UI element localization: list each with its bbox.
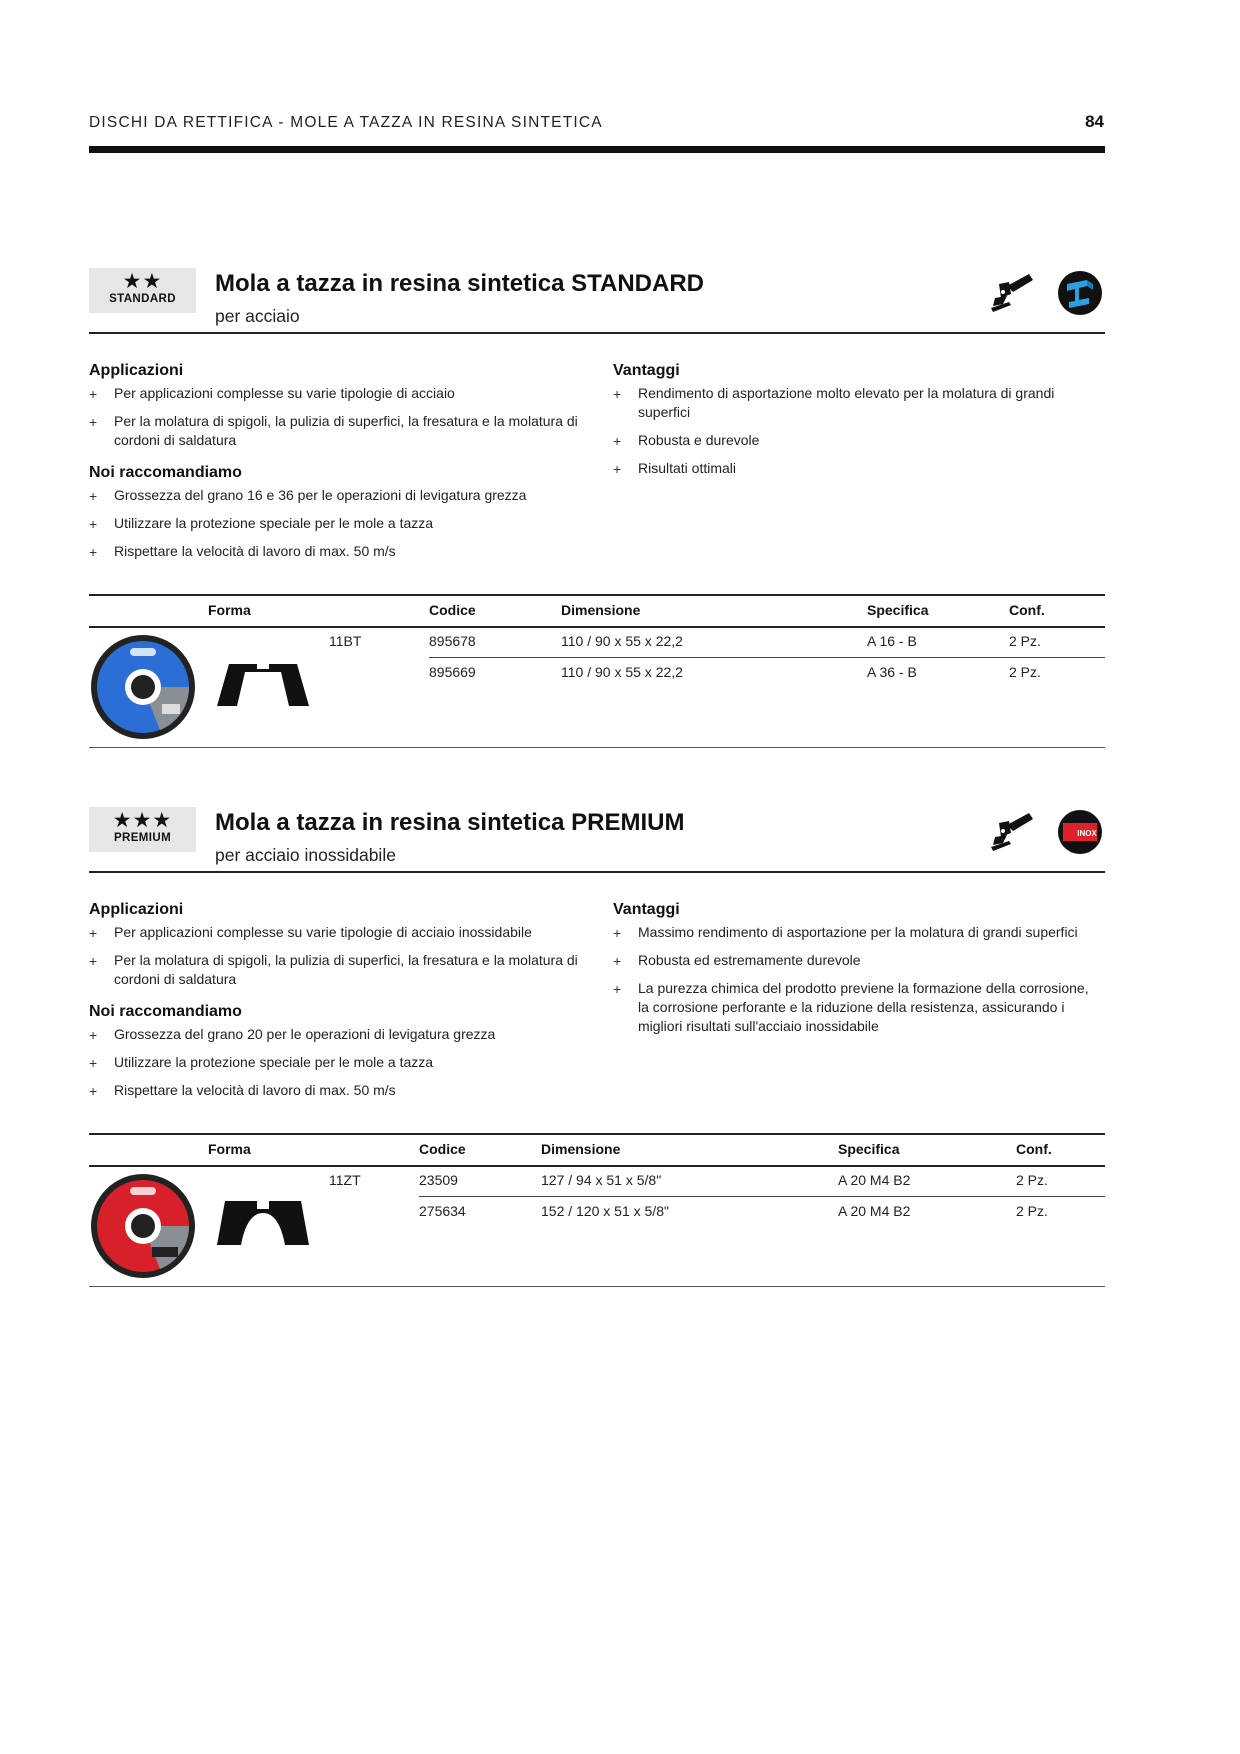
col-header-dimensione: Dimensione	[541, 1141, 621, 1157]
section-title-rule	[89, 332, 1105, 334]
table-row-divider	[419, 1196, 1105, 1197]
col-header-specifica: Specifica	[838, 1141, 900, 1157]
col-header-conf: Conf.	[1009, 602, 1045, 618]
cell-dimensione: 127 / 94 x 51 x 5/8"	[541, 1172, 662, 1188]
product-subtitle: per acciaio	[215, 306, 300, 326]
advantages-heading: Vantaggi	[613, 901, 680, 918]
cell-specifica: A 16 - B	[867, 633, 917, 649]
cell-codice: 895678	[429, 633, 476, 649]
quality-badge	[89, 807, 196, 852]
recommendations-list	[89, 1025, 589, 1109]
list-item: + Per applicazioni complesse su varie tipologie di acciaio inossidabile	[89, 924, 532, 941]
applications-list	[89, 384, 589, 459]
table-header-rule	[89, 626, 1105, 628]
list-item: + Per applicazioni complesse su varie tipologie di acciaio	[89, 385, 455, 402]
col-header-conf: Conf.	[1016, 1141, 1052, 1157]
col-header-codice: Codice	[419, 1141, 466, 1157]
col-header-specifica: Specifica	[867, 602, 929, 618]
col-header-codice: Codice	[429, 602, 476, 618]
badge-label: STANDARD	[109, 293, 176, 305]
product-title: Mola a tazza in resina sintetica PREMIUM	[215, 809, 685, 836]
quality-badge	[89, 268, 196, 313]
recommend-heading: Noi raccomandiamo	[89, 464, 242, 481]
cell-codice: 23509	[419, 1172, 458, 1188]
badge-stars: ★★★	[112, 809, 173, 832]
col-header-forma: Forma	[208, 1141, 251, 1157]
cell-codice: 895669	[429, 664, 476, 680]
list-item: + Utilizzare la protezione speciale per le mole a tazza	[89, 515, 434, 532]
applications-heading: Applicazioni	[89, 362, 184, 379]
cell-specifica: A 36 - B	[867, 664, 917, 680]
table-bottom-rule	[89, 1286, 1105, 1287]
list-item: + Per la molatura di spigoli, la pulizia di superfici, la fresatura e la molatura di cordoni di saldatura	[89, 413, 578, 448]
cell-conf: 2 Pz.	[1016, 1172, 1048, 1188]
list-item: + Grossezza del grano 20 per le operazioni di levigatura grezza	[89, 1026, 496, 1043]
list-item: + Per la molatura di spigoli, la pulizia di superfici, la fresatura e la molatura di cordoni di saldatura	[89, 952, 578, 987]
cell-specifica: A 20 M4 B2	[838, 1172, 911, 1188]
list-item: + Rispettare la velocità di lavoro di max. 50 m/s	[89, 1082, 396, 1099]
recommend-heading: Noi raccomandiamo	[89, 1003, 242, 1020]
angle-grinder-icon	[989, 270, 1037, 314]
inox-material-icon	[1057, 809, 1103, 855]
running-header-title: DISCHI DA RETTIFICA - MOLE A TAZZA IN RESINA SINTETICA	[89, 114, 603, 131]
shape-11bt-diagram	[217, 660, 309, 710]
applications-list	[89, 923, 589, 998]
badge-stars: ★★	[122, 270, 163, 293]
angle-grinder-icon	[989, 809, 1037, 853]
table-row-divider	[429, 657, 1105, 658]
list-item: + La purezza chimica del prodotto previene la formazione della corrosione, la corrosione perforante e la riduzione della resistenza, assicurando i migliori risultati sull'acciaio inossidabile	[613, 980, 1089, 1034]
advantages-list	[613, 384, 1093, 487]
cell-dimensione: 152 / 120 x 51 x 5/8"	[541, 1203, 669, 1219]
col-header-forma: Forma	[208, 602, 251, 618]
product-section-premium	[89, 807, 1105, 1297]
list-item: + Massimo rendimento di asportazione per la molatura di grandi superfici	[613, 924, 1078, 941]
cell-dimensione: 110 / 90 x 55 x 22,2	[561, 664, 683, 680]
list-item: + Robusta e durevole	[613, 432, 760, 449]
cell-conf: 2 Pz.	[1009, 633, 1041, 649]
shape-11zt-diagram	[217, 1199, 309, 1249]
cell-dimensione: 110 / 90 x 55 x 22,2	[561, 633, 683, 649]
table-header-rule	[89, 1165, 1105, 1167]
cell-specifica: A 20 M4 B2	[838, 1203, 911, 1219]
cell-conf: 2 Pz.	[1009, 664, 1041, 680]
table-bottom-rule	[89, 747, 1105, 748]
section-title-rule	[89, 871, 1105, 873]
list-item: + Grossezza del grano 16 e 36 per le operazioni di levigatura grezza	[89, 487, 527, 504]
recommendations-list	[89, 486, 589, 570]
advantages-list	[613, 923, 1093, 1045]
advantages-heading: Vantaggi	[613, 362, 680, 379]
form-code: 11ZT	[329, 1172, 361, 1188]
list-item: + Utilizzare la protezione speciale per le mole a tazza	[89, 1054, 434, 1071]
page-number: 84	[1085, 112, 1104, 131]
steel-material-icon	[1057, 270, 1103, 316]
product-subtitle: per acciaio inossidabile	[215, 845, 396, 865]
cell-conf: 2 Pz.	[1016, 1203, 1048, 1219]
product-section-standard	[89, 268, 1105, 758]
product-disc-image	[90, 1173, 196, 1279]
product-disc-image	[90, 634, 196, 740]
list-item: + Risultati ottimali	[613, 460, 737, 477]
list-item: + Robusta ed estremamente durevole	[613, 952, 861, 969]
applications-heading: Applicazioni	[89, 901, 184, 918]
table-top-rule	[89, 1133, 1105, 1135]
header-rule	[89, 146, 1105, 153]
product-title: Mola a tazza in resina sintetica STANDARD	[215, 270, 704, 297]
form-code: 11BT	[329, 633, 362, 649]
list-item: + Rispettare la velocità di lavoro di max. 50 m/s	[89, 543, 396, 560]
cell-codice: 275634	[419, 1203, 466, 1219]
badge-label: PREMIUM	[113, 832, 172, 844]
col-header-dimensione: Dimensione	[561, 602, 641, 618]
table-top-rule	[89, 594, 1105, 596]
list-item: + Rendimento di asportazione molto elevato per la molatura di grandi superfici	[613, 385, 1055, 420]
inox-label: INOX	[1077, 829, 1097, 838]
